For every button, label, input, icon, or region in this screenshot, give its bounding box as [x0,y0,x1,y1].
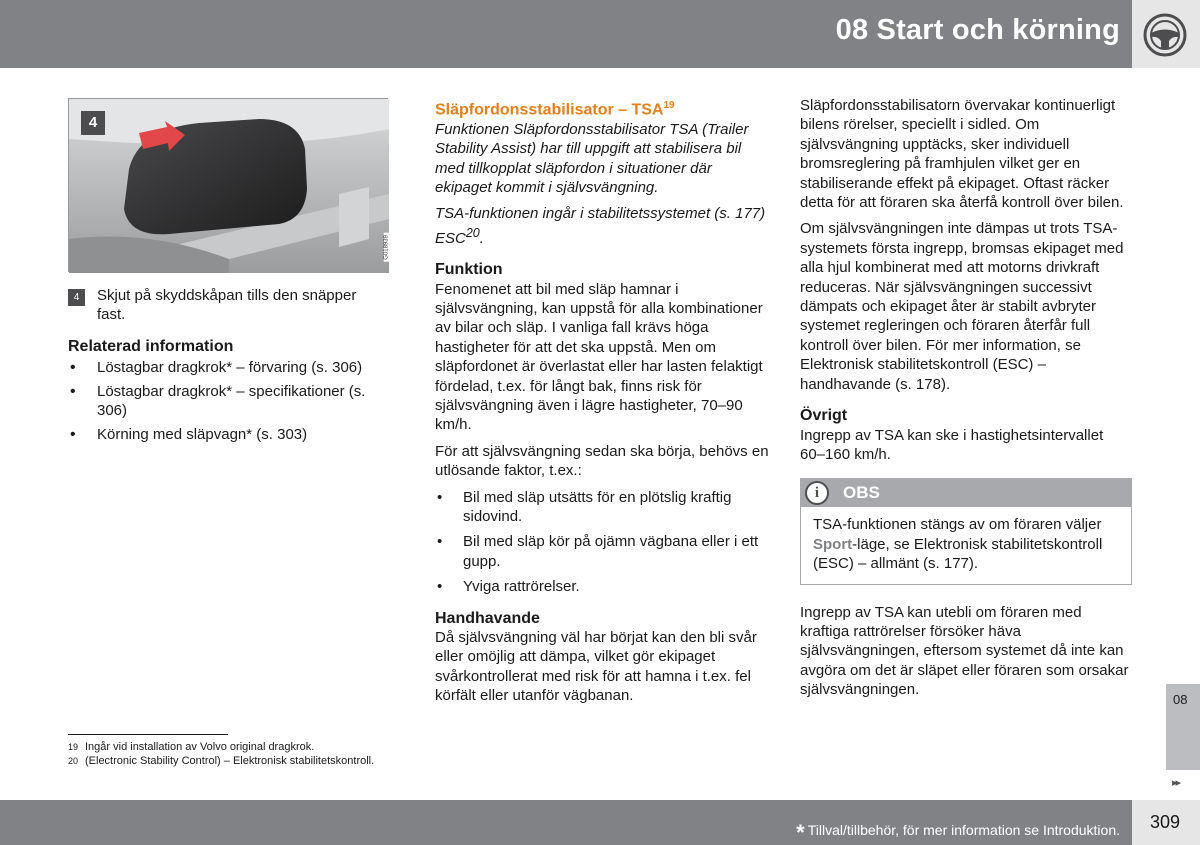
page-number: 309 [1150,812,1181,832]
related-info-heading: Relaterad information [68,338,234,355]
chapter-tab-label: 08 [1173,692,1188,707]
trigger-text: För att självsvängning sedan ska börja, behövs en utlösande faktor, t.ex.: [435,442,769,480]
tsa-column [435,96,770,713]
page-footer [0,800,1132,845]
footnote-number: 20 [68,756,79,766]
tsa-esc-note-end: . [479,229,484,247]
steering-override-text: Ingrepp av TSA kan utebli om föraren med kraftiga rattrörelser försöker häva självsvängningen, eftersom systemet då inte kan avgöra om det är släpet eller föraren som orsakar självsvängningen. [800,603,1129,699]
trigger-item: • Yviga rattrörelser. [435,577,770,596]
footnote-text: Ingår vid installation av Volvo original dragkrok. [85,741,315,753]
tsa-section-title [435,96,770,120]
step-text: Skjut på skyddskåpan tills den snäpper fast. [97,287,357,323]
asterisk-marker: * [796,820,805,845]
footnote-ref-19[interactable]: 19 [663,100,675,111]
trigger-item: • Bil med släp kör på ojämn vägbana eller i ett gupp. [435,532,770,571]
footnote-19 [68,740,374,754]
chapter-title: 08 Start och körning [835,14,1120,46]
figure-number-badge: 4 [81,111,105,135]
tsa-esc-note [435,204,770,248]
tsa-esc-note-text: TSA-funktionen ingår i stabilitetssystemet (s. 177) ESC [435,205,766,247]
figure-code: G018939 [384,235,390,260]
footnote-ref-20[interactable]: 20 [465,225,480,240]
obs-title: OBS [843,483,880,503]
accessory-note-text: Tillval/tillbehör, för mer information se Introduktion. [807,822,1120,838]
chapter-side-tab[interactable] [1166,684,1200,770]
chapter-icon-box [1132,0,1200,68]
funktion-heading: Funktion [435,261,503,279]
ovrigt-text: Ingrepp av TSA kan ske i hastighetsintervallet 60–160 km/h. [800,426,1104,463]
tsa-title-text: Släpfordonsstabilisator – TSA [435,101,664,119]
funktion-text: Fenomenet att bil med släp hamnar i självsvängning, kan uppstå för alla kombinationer av bilar och släp. I vanliga fall krävs höga hastigheter för att det ska uppstå. Men om släpfordonet är överlastat eller har lasten felaktigt fördelad, t.ex. för långt bak, finns risk för självsvängning även i lägre hastigheter, 70–90 km/h. [435,280,763,434]
related-link[interactable]: • Löstagbar dragkrok* – specifikationer (s. 306) [68,382,388,420]
cover-illustration-graphic [69,99,389,273]
footnote-number: 19 [68,742,79,752]
info-icon: i [805,481,829,505]
intervention-text: Om självsvängningen inte dämpas ut trots TSA-systemets första ingrepp, bromsas ekipaget med alla hjul kombinerat med att motorns drivkraft reduceras. När självsvängningen successivt dämpats och ekipaget åter är stabilt avbryter systemet regleringen och föraren återfår full kontroll över bilen. För mer information, se Elektronisk stabilitetskontroll (ESC) – handhavande (s. 178). [800,220,1124,393]
footnotes [68,740,374,768]
footnote-20 [68,754,374,768]
obs-body [801,507,1131,583]
related-link[interactable]: • Löstagbar dragkrok* – förvaring (s. 306) [68,358,388,377]
obs-header [801,479,1131,507]
obs-text-b: -läge, se Elektronisk stabilitetskontroll (ESC) – allmänt (s. 177). [813,535,1103,573]
tow-hitch-cover-illustration [68,98,388,272]
steering-wheel-icon [1142,12,1188,58]
handhavande-text: Då självsvängning väl har börjat kan den bli svår eller omöjlig att dämpa, vilket gör ekipaget svårkontrollerat med risk för att hamna i t.ex. fel körfält eller utanför vägbanan. [435,629,757,705]
accessory-note [796,815,1120,845]
obs-note-box [800,478,1132,584]
related-info-list [68,358,388,449]
trigger-item: • Bil med släp utsätts för en plötslig kraftig sidovind. [435,488,770,527]
tsa-continued-column [800,96,1132,707]
obs-text-a: TSA-funktionen stängs av om föraren väljer [813,516,1102,534]
related-link[interactable]: • Körning med släpvagn* (s. 303) [68,425,388,444]
step-item [68,286,388,324]
trigger-list [435,488,770,597]
handhavande-heading: Handhavande [435,609,540,627]
monitoring-text: Släpfordonsstabilisatorn övervakar kontinuerligt bilens rörelser, speciellt i sidled. Om självsvängning upptäcks, sker individuell bromsreglering på framhjulen vilket ger en stabiliserande effekt på ekipaget. Oftast räcker detta för att föraren ska återfå kontroll över bilen. [800,97,1124,212]
sport-mode-label: Sport [813,535,853,553]
page-number-box [1132,800,1200,845]
continue-arrows-icon: ▸▸ [1172,777,1180,789]
tsa-intro: Funktionen Släpfordonsstabilisator TSA (Trailer Stability Assist) har till uppgift att stabilisera bil med tillkopplat släpfordon i situationer där ekipaget kommit i självsvängning. [435,120,749,196]
footnote-text: (Electronic Stability Control) – Elektronisk stabilitetskontroll. [85,755,375,767]
page-header [0,0,1132,68]
ovrigt-heading: Övrigt [800,407,848,425]
footnote-divider [68,734,228,735]
step-number-badge: 4 [68,289,85,306]
